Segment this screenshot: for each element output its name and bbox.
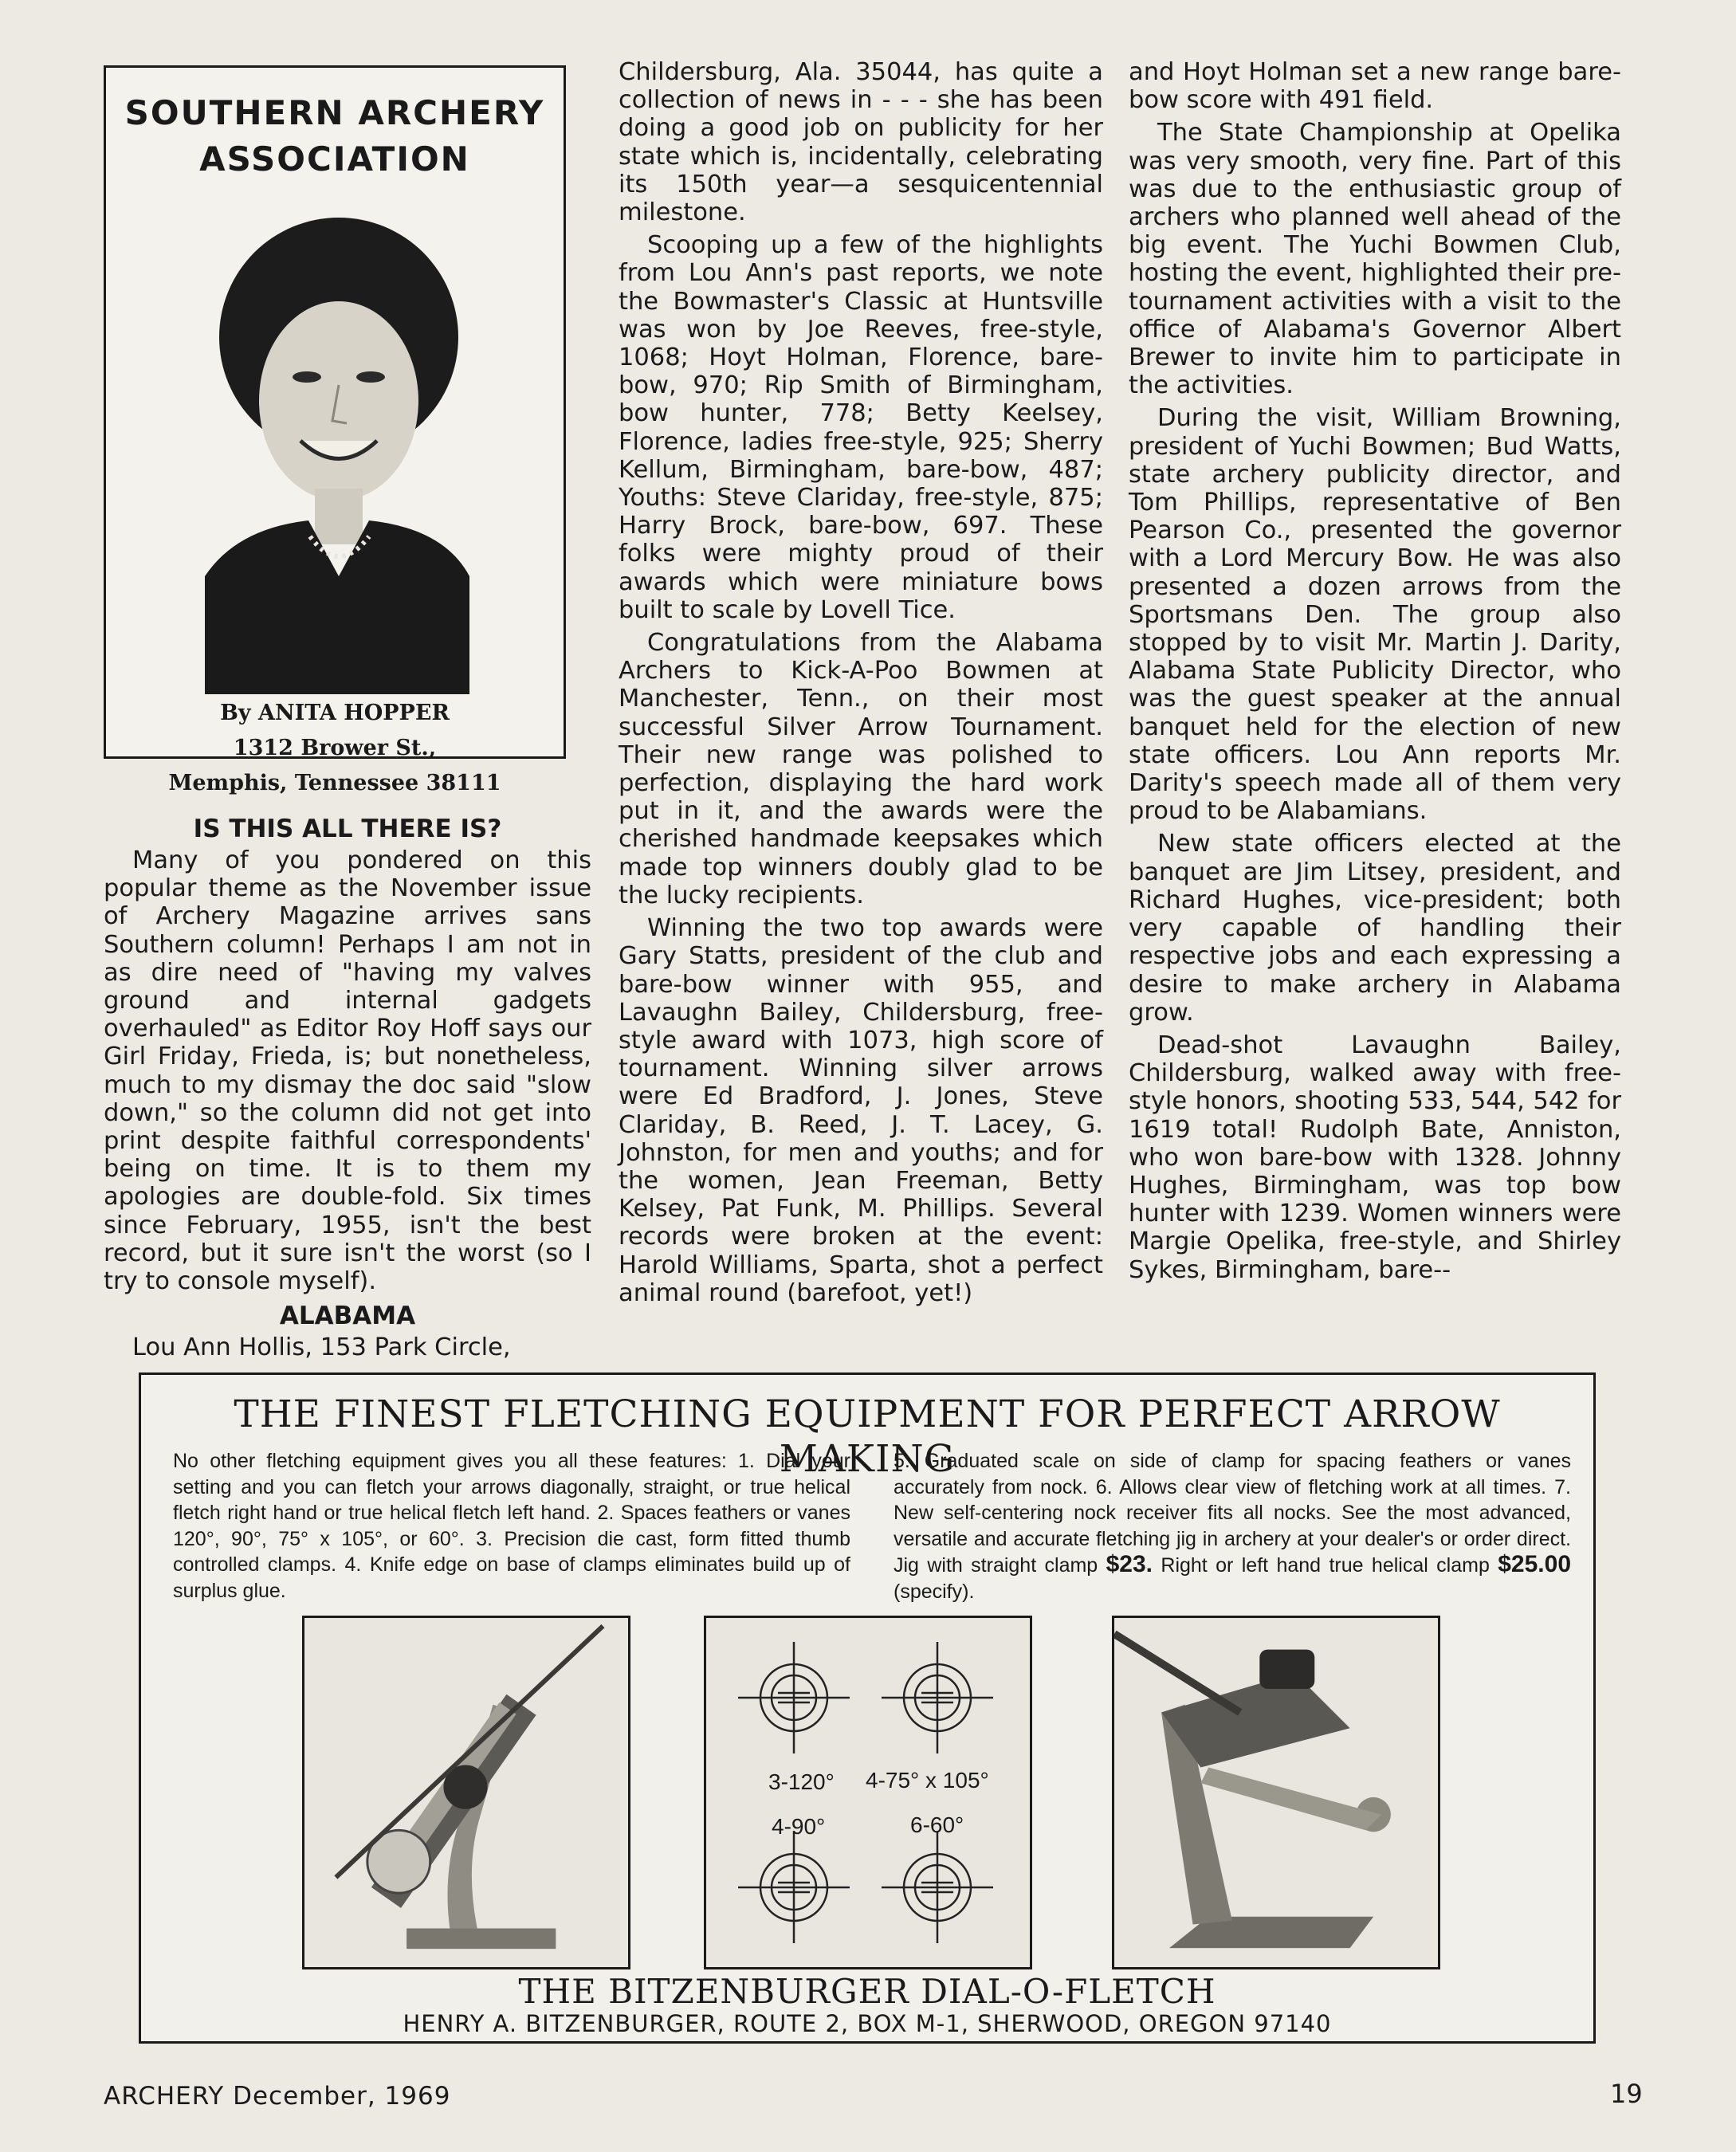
paragraph: Congratulations from the Alabama Archers to Kick-A-Poo Bowmen at Manchester, Tenn., on their most successful Silver Arrow Tournament. Their new range was polished to perfection, displaying the hard work put in it, and the awards were the cherished handmade keepsakes which made top winners doubly glad to be the lucky recipients. <box>619 629 1103 909</box>
diagram-label-4-75x105: 4-75° x 105° <box>866 1768 989 1793</box>
paragraph: Scooping up a few of the highlights from Lou Ann's past reports, we note the Bowmaster's Classic at Huntsville was won by Joe Reeves, free-style, 1068; Hoyt Holman, Florence, bare-bow, 970; Rip Smith of Birmingham, bow hunter, 778; Betty Keelsey, Florence, ladies free-style, 925; Sherry Kellum, Birmingham, bare-bow, 487; Youths: Steve Clariday, free-style, 875; Harry Brock, bare-bow, 697. These folks were mighty proud of their awards which were miniature bows built to scale by Lovell Tice. <box>619 231 1103 624</box>
ad-headline: THE FINEST FLETCHING EQUIPMENT FOR PERFECT ARROW MAKING <box>234 1392 1501 1481</box>
diagram-label-3-120: 3-120° <box>768 1769 835 1794</box>
page-number: 19 <box>1610 2079 1643 2109</box>
paragraph: New state officers elected at the banquet are Jim Litsey, president, and Richard Hughes, vice-president; both very capable of handling their respective jobs and each expressing a desire to make archery in Alabama grow. <box>1129 830 1621 1027</box>
column-header-box <box>104 65 566 795</box>
paragraph: During the visit, William Browning, president of Yuchi Bowmen; Bud Watts, state archery publicity director, and Tom Phillips, representative of Ben Pearson Co., presented the governor with a Lord Mercury Bow. He was also presented a dozen arrows from the Sportsmans Den. The group also stopped by to visit Mr. Martin J. Darity, Alabama State Publicity Director, who was the guest speaker at the annual banquet held for the election of new state officers. Lou Ann reports Mr. Darity's speech made all of them very proud to be Alabamians. <box>1129 404 1621 826</box>
author-city: Memphis, Tennessee 38111 <box>168 771 501 795</box>
ad-features-right <box>894 1448 1571 1604</box>
author-portrait <box>205 202 469 694</box>
spacing-diagrams <box>704 1616 1032 1969</box>
publication-footer: ARCHERY December, 1969 <box>104 2082 451 2111</box>
paragraph: Dead-shot Lavaughn Bailey, Childersburg, walked away with free-style honors, shooting 533, 544, 542 for 1619 total! Rudolph Bate, Anniston, who won bare-bow with 1328. Johnny Hughes, Birmingham, was top bow hunter with 1239. Women winners were Margie Opelika, free-style, and Shirley Sykes, Birmingham, bare-- <box>1129 1031 1621 1284</box>
fletching-jig-photo-left <box>302 1616 630 1969</box>
paragraph: Childersburg, Ala. 35044, has quite a collection of news in - - - she has been doing a good job on publicity for her state which is, incidentally, celebrating its 150th year—a sesquicentennial milestone. <box>619 58 1103 227</box>
title-line-1: SOUTHERN ARCHERY <box>124 93 545 132</box>
article-column-2 <box>619 58 1103 1312</box>
article-column-3 <box>1129 58 1621 1289</box>
column-title <box>106 90 564 183</box>
fletching-jig-photo-right <box>1112 1616 1440 1969</box>
price-straight-clamp: $23. <box>1106 1551 1153 1577</box>
ad-features-text: 5. Graduated scale on side of clamp for spacing feathers or vanes accurately from nock. 6. Allows clear view of fletching work at all times. 7. New self-centering nock receiver fits all nocks. See the most advanced, versatile and accurate fletching jig in archery at your dealer's or order direct. Jig with straight clamp <box>894 1450 1571 1577</box>
byline <box>106 696 564 801</box>
paragraph: The State Championship at Opelika was very smooth, very fine. Part of this was due to the enthusiastic group of archers who planned well ahead of the big event. The Yuchi Bowmen Club, hosting the event, highlighted their pre-tournament activities with a visit to the office of Alabama's Governor Albert Brewer to invite him to participate in the activities. <box>1129 119 1621 400</box>
author-street: 1312 Brower St., <box>233 736 437 760</box>
section-heading-alabama: ALABAMA <box>279 1302 416 1331</box>
price-helical-clamp: $25.00 <box>1498 1551 1572 1577</box>
article-column-1 <box>104 813 591 1366</box>
specify-note: (specify). <box>894 1580 975 1603</box>
paragraph: and Hoyt Holman set a new range bare-bow score with 491 field. <box>1129 58 1621 115</box>
paragraph: Winning the two top awards were Gary Statts, president of the club and bare-bow winner with 955, and Lavaughn Bailey, Childersburg, free-style award with 1073, high score of tournament. Winning silver arrows were Ed Bradford, J. Jones, Steve Clariday, B. Reed, J. T. Lacey, G. Johnston, for men and youths; and for the women, Jean Freeman, Betty Kelsey, Pat Funk, M. Phillips. Several records were broken at the event: Harold Williams, Sparta, shot a perfect animal round (barefoot, yet!) <box>619 914 1103 1307</box>
title-line-2: ASSOCIATION <box>199 139 470 179</box>
article-heading: IS THIS ALL THERE IS? <box>193 815 502 843</box>
diagram-label-6-60: 6-60° <box>910 1812 964 1837</box>
ad-brand-name: THE BITZENBURGER DIAL-O-FLETCH <box>518 1972 1216 2011</box>
paragraph: Many of you pondered on this popular theme as the November issue of Archery Magazine arrives sans Southern column! Perhaps I am not in as dire need of "having my valves ground and internal gadgets overhauled" as Editor Roy Hoff says our Girl Friday, Frieda, is; but nonetheless, much to my dismay the doc said "slow down," so the column did not get into print despite faithful correspondents' being on time. It is to them my apologies are double-fold. Six times since February, 1955, isn't the best record, but it sure isn't the worst (so I try to console myself). <box>104 846 591 1296</box>
ad-address: HENRY A. BITZENBURGER, ROUTE 2, BOX M-1, SHERWOOD, OREGON 97140 <box>403 2010 1332 2037</box>
helical-clamp-label: Right or left hand true helical clamp <box>1161 1554 1490 1577</box>
fletching-advertisement <box>139 1372 1596 2044</box>
ad-features-left: No other fletching equipment gives you all these features: 1. Dial your setting and you can fletch your arrows diagonally, straight, or true helical fletch right hand or true helical fletch left hand. 2. Spaces feathers or vanes 120°, 90°, 75° x 105°, or 60°. 3. Precision die cast, form fitted thumb controlled clamps. 4. Knife edge on base of clamps eliminates build up of surplus glue. <box>173 1450 850 1602</box>
author-name: By ANITA HOPPER <box>220 701 450 725</box>
diagram-label-4-90: 4-90° <box>772 1814 826 1839</box>
paragraph: Lou Ann Hollis, 153 Park Circle, <box>132 1333 511 1362</box>
